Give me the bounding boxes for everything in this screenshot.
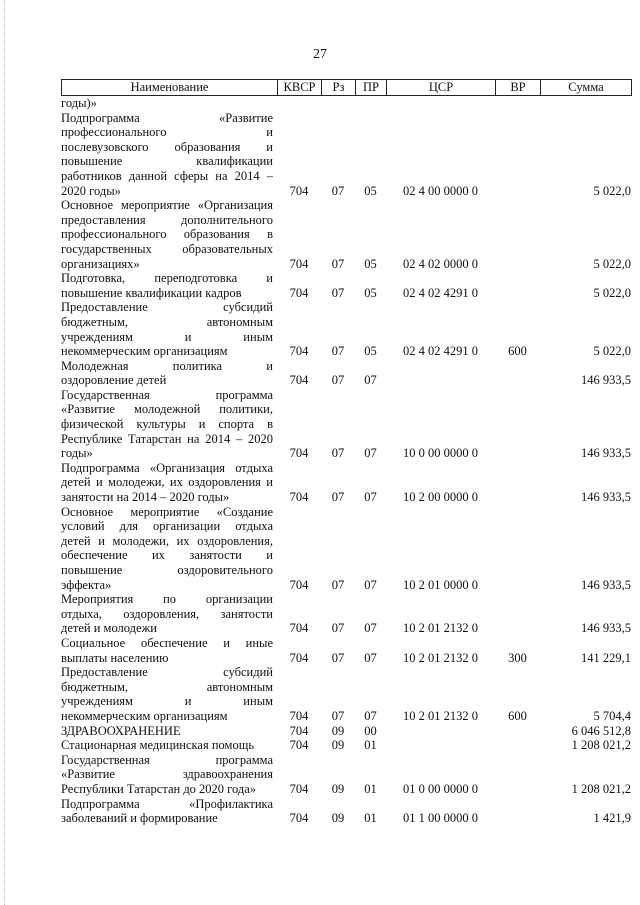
cell-sum: 5 022,0 [593, 344, 631, 359]
row-name [61, 753, 277, 797]
row-name-line: повышение квалификации кадров [61, 285, 242, 300]
row-name-line: работников данной сферы на 2014 – [61, 168, 273, 183]
cell-rz: 07 [331, 621, 345, 636]
row-name-line: детей и молодежи, их оздоровления, [61, 533, 273, 548]
cell-csr: 01 0 00 0000 0 [403, 781, 478, 796]
row-name-line: Подпрограмма «Профилактика [61, 796, 273, 811]
cell-kvsr: 704 [289, 577, 309, 592]
row-name-line: повышение оздоровительного [61, 563, 273, 577]
row-name [61, 505, 277, 593]
cell-kvsr: 704 [289, 708, 309, 723]
cell-rz: 07 [331, 490, 345, 505]
row-name-line: профессионального образования в [61, 227, 273, 242]
row-name-line: отдыха, оздоровления, занятости [61, 606, 273, 621]
cell-pr: 05 [364, 285, 377, 300]
table-row [61, 665, 631, 723]
cell-sum: 146 933,5 [581, 621, 631, 636]
row-name-line: Подготовка, переподготовка и [61, 271, 273, 286]
cell-pr: 01 [364, 781, 377, 796]
cell-rz: 07 [331, 577, 345, 592]
cell-csr [386, 96, 495, 111]
cell-vr [495, 198, 540, 271]
column-header-name: Наименование [62, 80, 278, 96]
row-name-line: повышение квалификации [61, 154, 273, 169]
table-row [61, 96, 631, 111]
cell-vr: 600 [508, 708, 527, 723]
table-row [61, 636, 631, 665]
row-name [61, 738, 277, 753]
budget-table [61, 96, 631, 826]
row-name-line: годы)» [61, 96, 97, 110]
cell-kvsr: 704 [289, 256, 309, 271]
row-name [61, 592, 277, 636]
cell-csr: 02 4 02 4291 0 [403, 344, 478, 359]
cell-rz: 07 [331, 446, 345, 461]
cell-vr [495, 359, 540, 388]
row-name-line: некоммерческим организациям [61, 708, 228, 723]
column-header-pr: ПР [356, 80, 387, 96]
cell-sum: 6 046 512,8 [571, 723, 631, 738]
cell-rz: 07 [331, 344, 345, 359]
table-row [61, 461, 631, 505]
cell-sum: 5 022,0 [593, 183, 631, 198]
row-name-line: учреждениям и иным [61, 694, 273, 709]
table-row [61, 359, 631, 388]
row-name [61, 359, 277, 388]
cell-pr: 01 [364, 738, 377, 753]
cell-vr [495, 753, 540, 797]
row-name-line: ЗДРАВООХРАНЕНИЕ [61, 723, 181, 738]
table-row [61, 592, 631, 636]
column-header-sum: Сумма [541, 80, 632, 96]
cell-rz: 09 [331, 738, 345, 753]
row-name-line: Основное мероприятие «Создание [61, 504, 273, 519]
row-name-line: бюджетным, автономным [61, 314, 273, 329]
cell-sum: 146 933,5 [581, 577, 631, 592]
cell-kvsr: 704 [289, 183, 309, 198]
cell-csr: 10 2 01 2132 0 [403, 650, 478, 665]
row-name-line: годы» [61, 446, 93, 461]
cell-kvsr: 704 [289, 781, 309, 796]
row-name-line: «Развитие молодежной политики, [61, 402, 273, 417]
cell-kvsr: 704 [289, 490, 309, 505]
row-name-line: заболеваний и формирование [61, 811, 218, 826]
row-name-line: Государственная программа [61, 752, 273, 767]
column-header-vr: ВР [496, 80, 541, 96]
row-name [61, 797, 277, 826]
row-name-line: 2020 годы» [61, 183, 121, 198]
cell-rz: 07 [331, 650, 345, 665]
row-name [61, 665, 277, 723]
row-name [61, 198, 277, 271]
table-row [61, 797, 631, 826]
table-row [61, 271, 631, 300]
cell-pr: 01 [364, 811, 377, 826]
cell-sum: 141 229,1 [581, 650, 631, 665]
row-name-line: Мероприятия по организации [61, 592, 273, 607]
column-header-rz: Рз [322, 80, 356, 96]
cell-rz: 07 [331, 373, 345, 388]
cell-csr: 10 2 01 2132 0 [403, 708, 478, 723]
cell-kvsr: 704 [289, 650, 309, 665]
cell-rz: 07 [331, 708, 345, 723]
cell-pr: 07 [364, 708, 377, 723]
cell-csr: 02 4 00 0000 0 [403, 183, 478, 198]
row-name-line: некоммерческим организациям [61, 344, 228, 359]
cell-csr: 10 2 01 0000 0 [403, 577, 478, 592]
row-name [61, 111, 277, 199]
row-name-line: занятости на 2014 – 2020 годы» [61, 490, 230, 505]
row-name-line: Подпрограмма «Организация отдыха [61, 460, 273, 475]
row-name [61, 300, 277, 358]
cell-csr: 02 4 02 0000 0 [403, 256, 478, 271]
cell-sum: 146 933,5 [581, 490, 631, 505]
row-name [61, 271, 277, 300]
cell-kvsr: 704 [289, 373, 309, 388]
cell-rz: 07 [331, 256, 345, 271]
cell-rz: 09 [331, 781, 345, 796]
cell-pr: 07 [364, 621, 377, 636]
row-name-line: Молодежная политика и [61, 358, 273, 373]
cell-kvsr: 704 [289, 621, 309, 636]
row-name-line: предоставления дополнительного [61, 212, 273, 227]
row-name-line: оздоровление детей [61, 373, 167, 388]
cell-rz [321, 96, 355, 111]
cell-kvsr: 704 [289, 344, 309, 359]
cell-sum: 146 933,5 [581, 373, 631, 388]
cell-sum: 146 933,5 [581, 446, 631, 461]
row-name-line: Республике Татарстан на 2014 – 2020 [61, 431, 273, 446]
row-name-line: Стационарная медицинская помощь [61, 738, 255, 753]
row-name-line: бюджетным, автономным [61, 679, 273, 694]
cell-sum: 5 704,4 [593, 708, 631, 723]
cell-vr [495, 388, 540, 461]
cell-pr: 05 [364, 344, 377, 359]
cell-kvsr [277, 96, 321, 111]
cell-vr: 600 [508, 344, 527, 359]
row-name-line: физической культуры и спорта в [61, 417, 273, 432]
cell-kvsr: 704 [289, 285, 309, 300]
cell-rz: 07 [331, 183, 345, 198]
row-name-line: детей и молодежи, их оздоровления и [61, 475, 273, 490]
row-name-line: эффекта» [61, 577, 112, 592]
table-row [61, 724, 631, 739]
cell-pr: 07 [364, 446, 377, 461]
table-row [61, 388, 631, 461]
cell-csr: 10 2 00 0000 0 [403, 490, 478, 505]
cell-rz: 09 [331, 811, 345, 826]
cell-rz: 07 [331, 285, 345, 300]
row-name-line: обеспечение их занятости и [61, 548, 273, 563]
row-name [61, 388, 277, 461]
cell-vr [495, 461, 540, 505]
row-name-line: Государственная программа [61, 387, 273, 402]
row-name [61, 461, 277, 505]
cell-sum: 5 022,0 [593, 256, 631, 271]
row-name-line: Подпрограмма «Развитие [61, 110, 273, 125]
row-name-line: организациях» [61, 256, 140, 271]
cell-kvsr: 704 [289, 723, 309, 738]
page-number: 27 [313, 47, 327, 62]
table-header [61, 79, 632, 96]
cell-kvsr: 704 [289, 446, 309, 461]
cell-vr [495, 271, 540, 300]
table-row [61, 300, 631, 358]
cell-csr [386, 724, 495, 739]
cell-csr [386, 738, 495, 753]
cell-csr: 10 2 01 2132 0 [403, 621, 478, 636]
table-row [61, 505, 631, 593]
cell-csr: 10 0 00 0000 0 [403, 446, 478, 461]
cell-vr: 300 [508, 650, 527, 665]
row-name-line: выплаты населению [61, 650, 169, 665]
cell-pr: 00 [364, 723, 377, 738]
table-row [61, 198, 631, 271]
row-name-line: условий для организации отдыха [61, 519, 273, 534]
row-name-line: Социальное обеспечение и иные [61, 635, 273, 650]
cell-pr: 07 [364, 490, 377, 505]
cell-sum: 1 208 021,2 [571, 738, 631, 753]
cell-csr: 01 1 00 0000 0 [403, 811, 478, 826]
row-name-line: «Развитие здравоохранения [61, 767, 273, 782]
row-name [61, 636, 277, 665]
cell-vr [495, 738, 540, 753]
cell-kvsr: 704 [289, 811, 309, 826]
column-header-kvsr: КВСР [278, 80, 322, 96]
cell-vr [495, 797, 540, 826]
scan-edge [0, 0, 5, 905]
cell-csr: 02 4 02 4291 0 [403, 285, 478, 300]
column-header-csr: ЦСР [387, 80, 496, 96]
cell-kvsr: 704 [289, 738, 309, 753]
cell-vr [495, 724, 540, 739]
table-row [61, 753, 631, 797]
cell-vr [495, 111, 540, 199]
row-name-line: Предоставление субсидий [61, 300, 273, 315]
table-row [61, 738, 631, 753]
cell-sum: 1 421,9 [593, 811, 631, 826]
row-name-line: детей и молодежи [61, 621, 157, 636]
row-name-line: Республики Татарстан до 2020 года» [61, 781, 257, 796]
cell-rz: 09 [331, 723, 345, 738]
row-name-line: Предоставление субсидий [61, 665, 273, 680]
cell-csr [386, 359, 495, 388]
row-name-line: государственных образовательных [61, 241, 273, 256]
row-name-line: учреждениям и иным [61, 329, 273, 344]
cell-pr: 05 [364, 256, 377, 271]
cell-sum: 1 208 021,2 [571, 781, 631, 796]
cell-pr: 07 [364, 373, 377, 388]
cell-pr: 07 [364, 577, 377, 592]
cell-sum [540, 96, 631, 111]
cell-vr [495, 505, 540, 593]
cell-sum: 5 022,0 [593, 285, 631, 300]
cell-vr [495, 592, 540, 636]
row-name [61, 724, 277, 739]
cell-vr [495, 96, 540, 111]
row-name [61, 96, 277, 111]
cell-pr [355, 96, 386, 111]
cell-pr: 05 [364, 183, 377, 198]
cell-pr: 07 [364, 650, 377, 665]
row-name-line: Основное мероприятие «Организация [61, 198, 273, 213]
table-row [61, 111, 631, 199]
row-name-line: послевузовского образования и [61, 139, 273, 154]
row-name-line: профессионального и [61, 125, 273, 140]
